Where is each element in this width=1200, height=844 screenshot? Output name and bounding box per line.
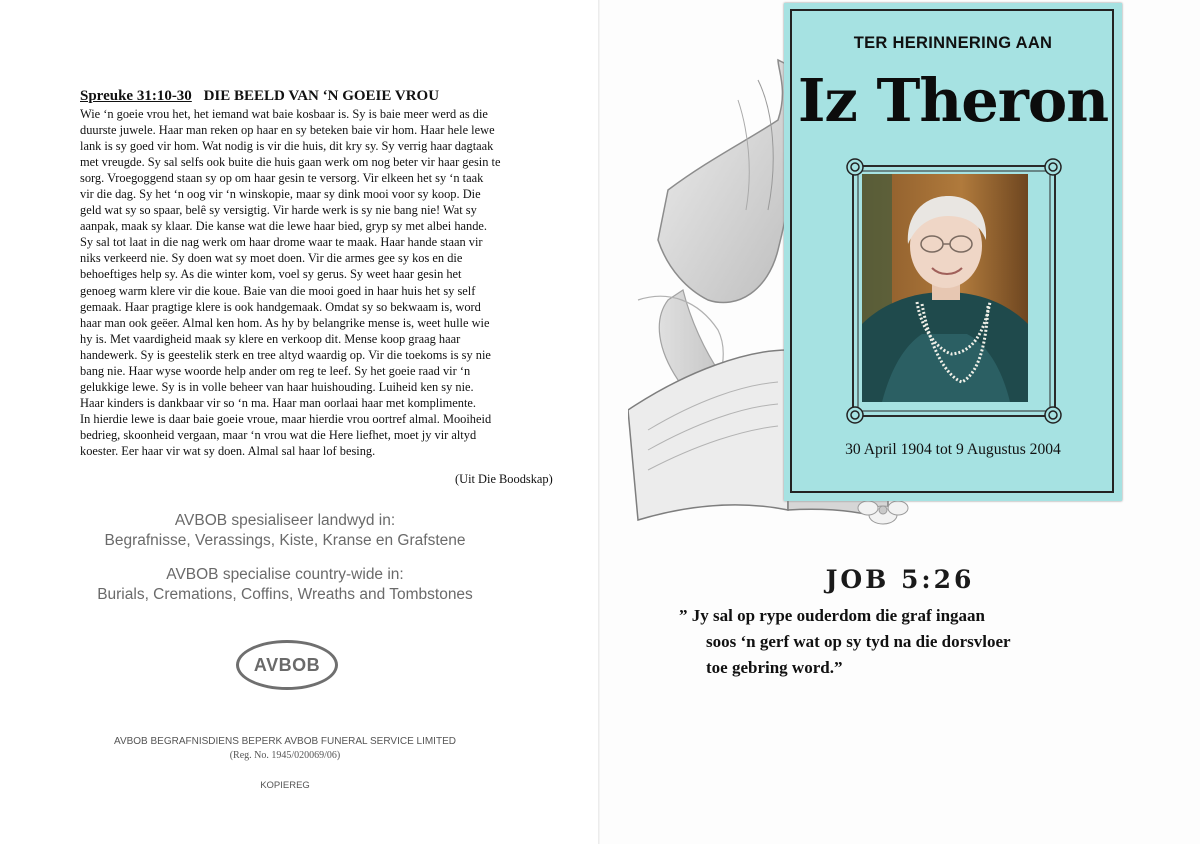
poem-title: DIE BEELD VAN ‘N GOEIE VROU xyxy=(203,88,440,104)
poem-line: Wie ‘n goeie vrou het, het iemand wat baie kosbaar is. Sy is baie meer werd as die xyxy=(80,107,488,121)
poem-line: In hierdie lewe is daar baie goeie vroue, maar hierdie vrou oortref almal. Mooiheid xyxy=(80,411,492,426)
avbob-en-line2: Burials, Cremations, Coffins, Wreaths and Tombstones xyxy=(97,586,473,603)
deceased-name: Iz Theron xyxy=(797,66,1109,135)
poem-line: hy is. Met vaardigheid maak sy klere en verkoop dit. Mense koop graag haar xyxy=(80,331,461,346)
poem-line: duurste juwele. Haar man reken op haar en sy beteken baie vir hom. Haar hele lewe xyxy=(80,123,495,138)
poem-line: behoeftiges help sy. As die winter kom, voel sy gerus. Sy weet haar gesin het xyxy=(80,267,462,282)
poem-line: gelukkige lewe. Sy is in volle beheer van haar huishouding. Luiheid ken sy nie. xyxy=(80,379,474,394)
poem-line: gemaak. Haar pragtige klere is ook handgemaak. Omdat sy so bekwaam is, word xyxy=(80,299,481,314)
poem-line: handewerk. Sy is geestelik sterk en tree altyd waardig op. Vir die toekoms is sy nie xyxy=(80,347,491,362)
avbob-company-name: AVBOB BEGRAFNISDIENS BEPERK AVBOB FUNERAL SERVICE LIMITED xyxy=(114,736,456,747)
poem-line: aanpak, maak sy klaar. Die kanse wat die lewe haar bied, gryp sy met albei hande. xyxy=(80,219,488,234)
avbob-logo-text: AVBOB xyxy=(253,654,321,675)
verse-reference: JOB 5:26 xyxy=(825,565,975,594)
poem-line: bedrieg, skoonheid vergaan, maar ‘n vrou wat die Here liefhet, moet jy vir altyd xyxy=(80,427,477,442)
poem-line: Haar kinders is dankbaar vir so ‘n ma. Haar man oorlaai haar met komplimente. xyxy=(80,395,477,410)
avbob-af-line2: Begrafnisse, Verassings, Kiste, Kranse en Grafstene xyxy=(104,532,466,549)
poem-line: Sy sal tot laat in die nag werk om haar drome waar te maak. Haar hande staan vir xyxy=(80,235,483,250)
portrait-photo xyxy=(862,174,1028,402)
poem-line: niks verkeerd nie. Sy doen wat sy moet doen. Vir die armes gee sy kos en die xyxy=(80,251,463,266)
poem-line: haar man ook geëer. Almal ken hom. As hy by belangrike mense is, weet hulle wie xyxy=(80,315,490,330)
poem-line: koester. Eer haar vir wat sy doen. Almal sal haar lof besing. xyxy=(80,443,376,458)
poem-line: lank is sy goed vir hom. Wat nodig is vir die huis, dit kry sy. Sy verrig haar dagtaak xyxy=(80,139,494,154)
poem-line: sorg. Vroegoggend staan sy op om haar gesin te versorg. Vir elkeen het sy ‘n taak xyxy=(80,171,484,186)
avbob-af-line1: AVBOB spesialiseer landwyd in: xyxy=(174,512,396,529)
poem-source: (Uit Die Boodskap) xyxy=(455,472,553,486)
poem-heading xyxy=(80,88,439,105)
verse-line-3: toe gebring word.” xyxy=(706,658,843,677)
avbob-afrikaans-services xyxy=(60,511,510,551)
avbob-registration: (Reg. No. 1945/020069/06) xyxy=(229,750,341,761)
avbob-english-services xyxy=(60,565,510,605)
verse-line-1: ” Jy sal op rype ouderdom die graf ingaan xyxy=(679,606,986,625)
avbob-copyright: KOPIEREG xyxy=(260,780,310,791)
card-heading: TER HERINNERING AAN xyxy=(853,34,1053,52)
poem-line: met vreugde. Sy sal selfs ook buite die huis gaan werk om nog beter vir haar gesin te xyxy=(80,155,501,170)
avbob-en-line1: AVBOB specialise country-wide in: xyxy=(166,566,404,583)
poem-line: genoeg warm klere vir die koue. Baie van die mooi goed in haar huis het sy self xyxy=(80,283,476,298)
life-dates: 30 April 1904 tot 9 Augustus 2004 xyxy=(845,441,1061,458)
avbob-logo xyxy=(236,640,338,690)
verse-line-2: soos ‘n gerf wat op sy tyd na die dorsvloer xyxy=(706,632,1011,651)
scripture-reference: Spreuke 31:10-30 xyxy=(80,88,192,104)
poem-line: bang nie. Haar wyse woorde help ander om reg te leef. Sy het goeie raad vir ‘n xyxy=(80,363,471,378)
memorial-card xyxy=(784,3,1122,501)
poem-body xyxy=(80,106,585,459)
poem-line: geld wat sy so spaar, belê sy versigtig. Vir harde werk is sy nie bang nie! Wat sy xyxy=(80,203,477,218)
poem-line: vir die dag. Sy het ‘n oog vir ‘n winskopie, maar sy dink mooi voor sy koop. Die xyxy=(80,187,481,202)
